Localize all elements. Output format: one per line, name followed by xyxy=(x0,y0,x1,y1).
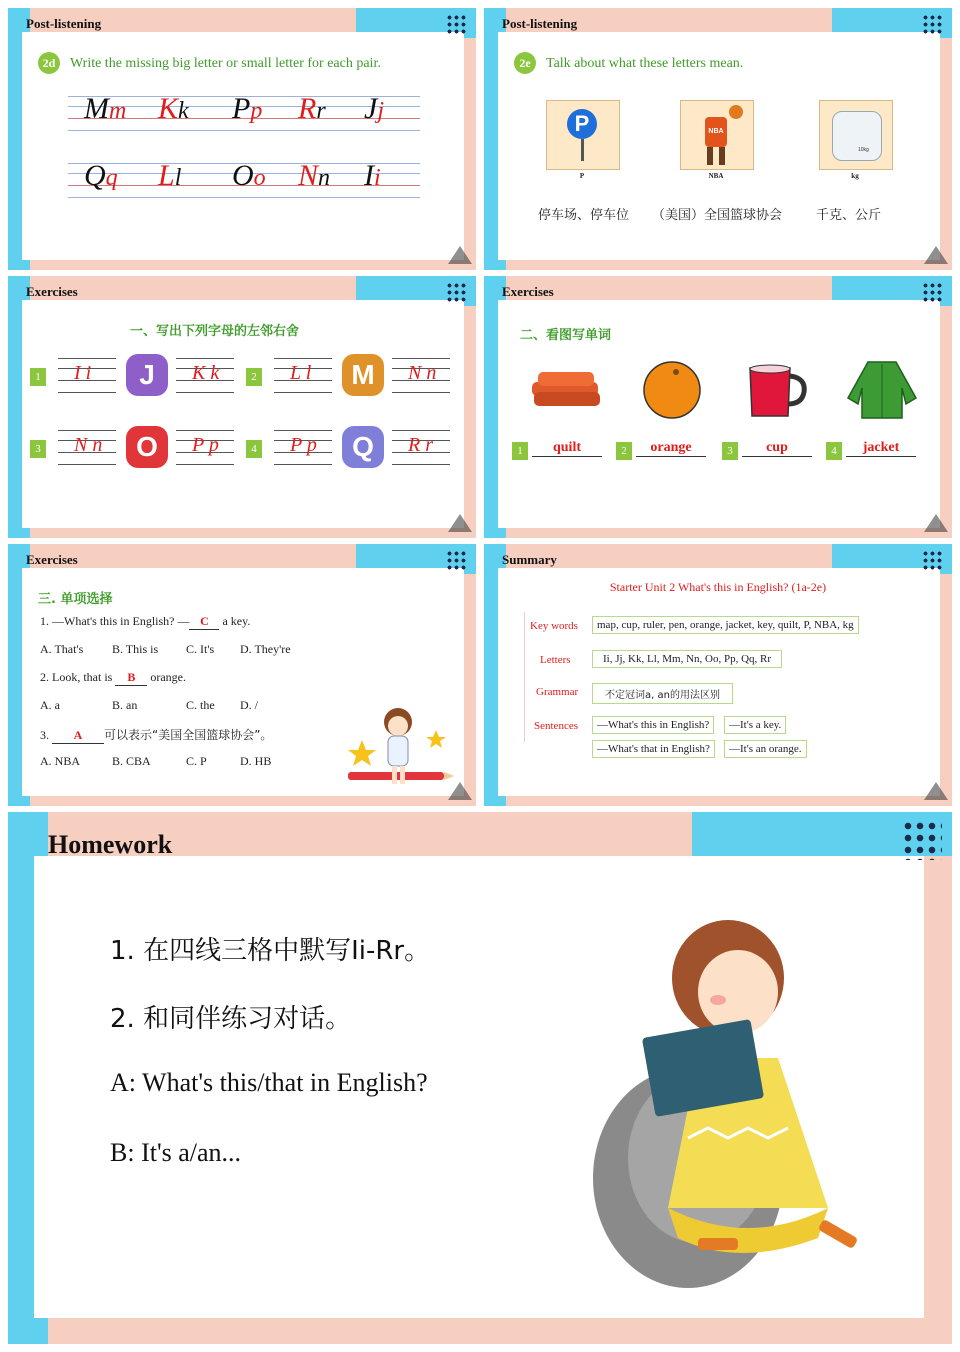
item-number: 4 xyxy=(246,440,262,458)
big-letter: Q xyxy=(84,159,106,192)
item-number: 3 xyxy=(722,442,738,460)
decor-triangle xyxy=(924,782,948,800)
parking-icon: P xyxy=(567,109,597,139)
slide-title: Post-listening xyxy=(26,16,102,31)
letter-pair xyxy=(158,159,181,193)
meaning-nba: （美国）全国篮球协会 xyxy=(652,208,783,223)
big-letter: P xyxy=(232,92,251,125)
exercise-heading: 一、写出下列字母的左邻右舍 xyxy=(130,324,300,339)
word-answer: quilt xyxy=(532,440,602,457)
small-letter: q xyxy=(105,165,118,191)
girl-with-pencil-illustration xyxy=(340,700,456,800)
decor-dots xyxy=(922,282,944,304)
answer-2: B xyxy=(115,670,147,686)
item-number: 3 xyxy=(30,440,46,458)
homework-line-4: B: It's a/an... xyxy=(110,1138,242,1167)
word-answer: cup xyxy=(742,440,812,457)
item-number: 1 xyxy=(30,368,46,386)
left-neighbour-answer: I i xyxy=(74,362,92,384)
label-key-words: Key words xyxy=(530,620,578,632)
big-letter: O xyxy=(232,159,254,192)
slide-exercises-2 xyxy=(484,276,952,538)
small-letter: i xyxy=(374,165,381,191)
slide-title: Post-listening xyxy=(502,16,578,31)
question-2: 2. Look, that is B orange. xyxy=(40,670,186,684)
small-letter: j xyxy=(377,98,384,124)
item-number: 4 xyxy=(826,442,842,460)
answer-option: D. HB xyxy=(240,754,272,768)
box-sentence-2b: —It's an orange. xyxy=(724,740,807,758)
rice-bag-image xyxy=(819,100,893,170)
answer-option: A. That's xyxy=(40,642,84,656)
item-number: 2 xyxy=(616,442,632,460)
answer-1: C xyxy=(189,614,219,630)
letter-pair xyxy=(158,92,189,126)
summary-heading: Starter Unit 2 What's this in English? (1a-2e) xyxy=(609,580,827,594)
answer-option: B. This is xyxy=(112,642,159,656)
slide-post-listening-2d xyxy=(8,8,476,270)
slide-title: Homework xyxy=(48,830,173,859)
bag-weight-label: 10kg xyxy=(858,147,869,153)
small-letter: p xyxy=(250,98,263,124)
letter-pair xyxy=(84,159,118,193)
small-letter: r xyxy=(316,98,326,124)
big-letter: R xyxy=(298,92,317,125)
exercise-heading: 三. 单项选择 xyxy=(38,592,113,607)
right-neighbour-answer: N n xyxy=(408,362,437,384)
small-letter: n xyxy=(318,165,331,191)
item-number: 2 xyxy=(246,368,262,386)
word-answer: jacket xyxy=(846,440,916,457)
answer-option: A. NBA xyxy=(40,754,81,768)
answer-option: A. a xyxy=(40,698,60,712)
instruction-text: Write the missing big letter or small letter for each pair. xyxy=(70,56,381,71)
letter-monster-icon: J xyxy=(126,354,168,396)
decor-dots xyxy=(446,550,468,572)
question-1: 1. —What's this in English? — C a key. xyxy=(40,614,251,628)
exercise-heading: 二、看图写单词 xyxy=(520,328,612,343)
decor-triangle xyxy=(448,246,472,264)
letter-monster-icon: M xyxy=(342,354,384,396)
summary-divider xyxy=(524,612,525,742)
badge-2e: 2e xyxy=(514,52,536,74)
right-neighbour-answer: P p xyxy=(192,434,219,456)
decor-dots xyxy=(902,820,942,860)
answer-option: C. P xyxy=(186,754,207,768)
caption-nba: NBA xyxy=(708,172,724,180)
slide-card xyxy=(498,568,940,796)
slide-title: Exercises xyxy=(502,284,554,299)
big-letter: L xyxy=(158,159,175,192)
answer-option: D. / xyxy=(240,698,258,712)
box-key-words: map, cup, ruler, pen, orange, jacket, key, quilt, P, NBA, kg xyxy=(592,616,859,634)
right-neighbour-answer: K k xyxy=(192,362,220,384)
left-neighbour-answer: P p xyxy=(290,434,317,456)
meaning-p: 停车场、停车位 xyxy=(538,208,630,223)
bag-icon xyxy=(832,111,882,161)
right-neighbour-answer: R r xyxy=(408,434,433,456)
decor-dots xyxy=(446,282,468,304)
slide-summary xyxy=(484,544,952,806)
decor-triangle xyxy=(448,514,472,532)
box-sentence-1a: —What's this in English? xyxy=(592,716,714,734)
slide-exercises-1 xyxy=(8,276,476,538)
word-answer: orange xyxy=(636,440,706,457)
cup-image xyxy=(744,360,810,420)
answer-option: B. CBA xyxy=(112,754,151,768)
letter-pair xyxy=(298,92,326,126)
letter-monster-icon: O xyxy=(126,426,168,468)
left-neighbour-answer: N n xyxy=(74,434,103,456)
big-letter: M xyxy=(84,92,109,125)
box-sentence-1b: —It's a key. xyxy=(724,716,786,734)
answer-3: A xyxy=(52,728,104,744)
small-letter: l xyxy=(174,165,182,191)
big-letter: I xyxy=(364,159,374,192)
quilt-image xyxy=(528,364,604,414)
slide-title: Summary xyxy=(502,552,557,567)
slide-exercises-3 xyxy=(8,544,476,806)
instruction-row xyxy=(38,52,381,74)
letter-pair xyxy=(298,159,330,193)
letter-pair xyxy=(232,159,266,193)
big-letter: J xyxy=(364,92,378,125)
jacket-image xyxy=(844,358,920,422)
player-body: NBA xyxy=(705,117,727,147)
small-letter: k xyxy=(178,98,189,124)
letter-pair xyxy=(84,92,126,126)
decor-triangle xyxy=(924,514,948,532)
letter-monster-icon: Q xyxy=(342,426,384,468)
answer-option: B. an xyxy=(112,698,138,712)
basketball-player-image xyxy=(680,100,754,170)
slide-title: Exercises xyxy=(26,552,78,567)
homework-line-1: 1. 在四线三格中默写Ii-Rr。 xyxy=(110,936,431,966)
caption-kg: kg xyxy=(851,172,859,180)
slide-post-listening-2e xyxy=(484,8,952,270)
basketball-icon xyxy=(729,105,743,119)
decor-dots xyxy=(922,550,944,572)
answer-option: D. They're xyxy=(240,642,291,656)
homework-line-3: A: What's this/that in English? xyxy=(110,1068,428,1097)
letter-pair xyxy=(364,159,381,193)
slide-title: Exercises xyxy=(26,284,78,299)
small-letter: m xyxy=(109,98,127,124)
label-grammar: Grammar xyxy=(536,686,579,698)
big-letter: K xyxy=(158,92,179,125)
orange-image xyxy=(640,360,704,420)
slide-homework xyxy=(8,812,952,1344)
instruction-row xyxy=(514,52,743,74)
letter-pair xyxy=(232,92,262,126)
question-3: 3. A 可以表示“美国全国篮球协会”。 xyxy=(40,728,273,742)
homework-line-2: 2. 和同伴练习对话。 xyxy=(110,1004,352,1034)
box-sentence-2a: —What's that in English? xyxy=(592,740,715,758)
label-sentences: Sentences xyxy=(534,720,578,732)
letter-pair xyxy=(364,92,384,126)
decor-triangle xyxy=(924,246,948,264)
meaning-kg: 千克、公斤 xyxy=(816,208,882,223)
box-letters: Ii, Jj, Kk, Ll, Mm, Nn, Oo, Pp, Qq, Rr xyxy=(592,650,782,668)
reading-girl-illustration xyxy=(578,908,898,1308)
left-neighbour-answer: L l xyxy=(290,362,312,384)
big-letter: N xyxy=(298,159,319,192)
item-number: 1 xyxy=(512,442,528,460)
answer-option: C. It's xyxy=(186,642,215,656)
badge-2d: 2d xyxy=(38,52,60,74)
answer-option: C. the xyxy=(186,698,215,712)
parking-sign-image xyxy=(546,100,620,170)
small-letter: o xyxy=(253,165,266,191)
decor-dots xyxy=(446,14,468,36)
label-letters: Letters xyxy=(540,654,571,666)
instruction-text: Talk about what these letters mean. xyxy=(546,56,744,71)
box-grammar: 不定冠词a, an的用法区别 xyxy=(592,683,733,704)
decor-dots xyxy=(922,14,944,36)
caption-p: P xyxy=(579,172,585,180)
